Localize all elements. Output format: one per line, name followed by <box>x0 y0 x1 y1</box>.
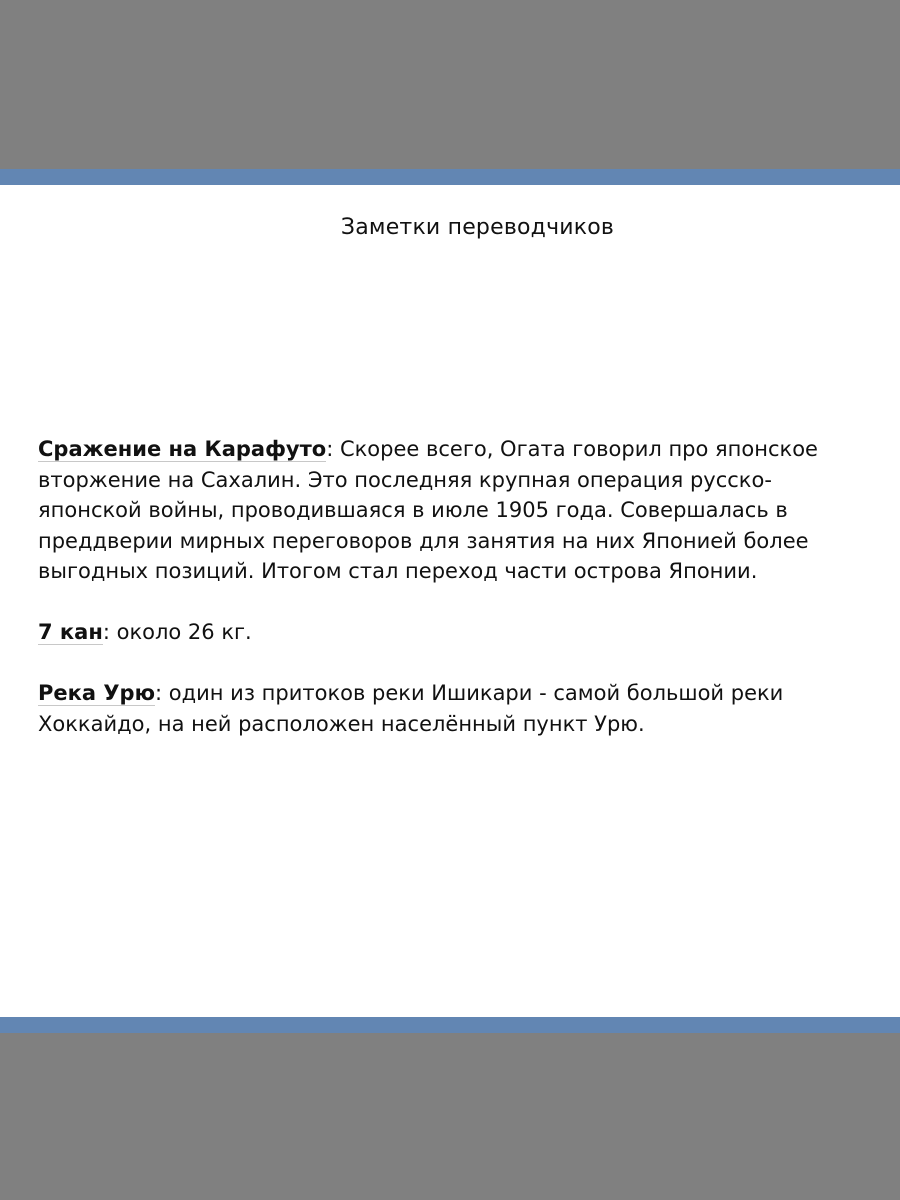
note-text: : около 26 кг. <box>102 620 252 644</box>
notes-list <box>38 434 868 739</box>
note-uryu-river <box>38 678 868 739</box>
note-term: Сражение на Карафуто <box>38 437 327 461</box>
note-term: 7 кан <box>38 620 103 644</box>
note-text: : один из притоков реки Ишикари - самой большой реки Хоккайдо, на ней расположен населённый пункт Урю. <box>38 681 784 736</box>
note-karafuto <box>38 434 868 587</box>
translator-notes-page <box>0 185 900 1017</box>
bottom-margin <box>0 1033 900 1200</box>
note-kan <box>38 617 868 648</box>
bottom-divider-stripe <box>0 1017 900 1033</box>
note-term: Река Урю <box>38 681 156 705</box>
top-divider-stripe <box>0 169 900 185</box>
note-text: : Скорее всего, Огата говорил про японское вторжение на Сахалин. Это последняя крупная операция русско-японской войны, проводившаяся в июле 1905 года. Совершалась в преддверии мирных переговоров для занятия на них Японией более выгодных позиций. Итогом стал переход части острова Японии. <box>38 437 818 583</box>
page-title: Заметки переводчиков <box>340 215 615 240</box>
top-margin <box>0 0 900 169</box>
